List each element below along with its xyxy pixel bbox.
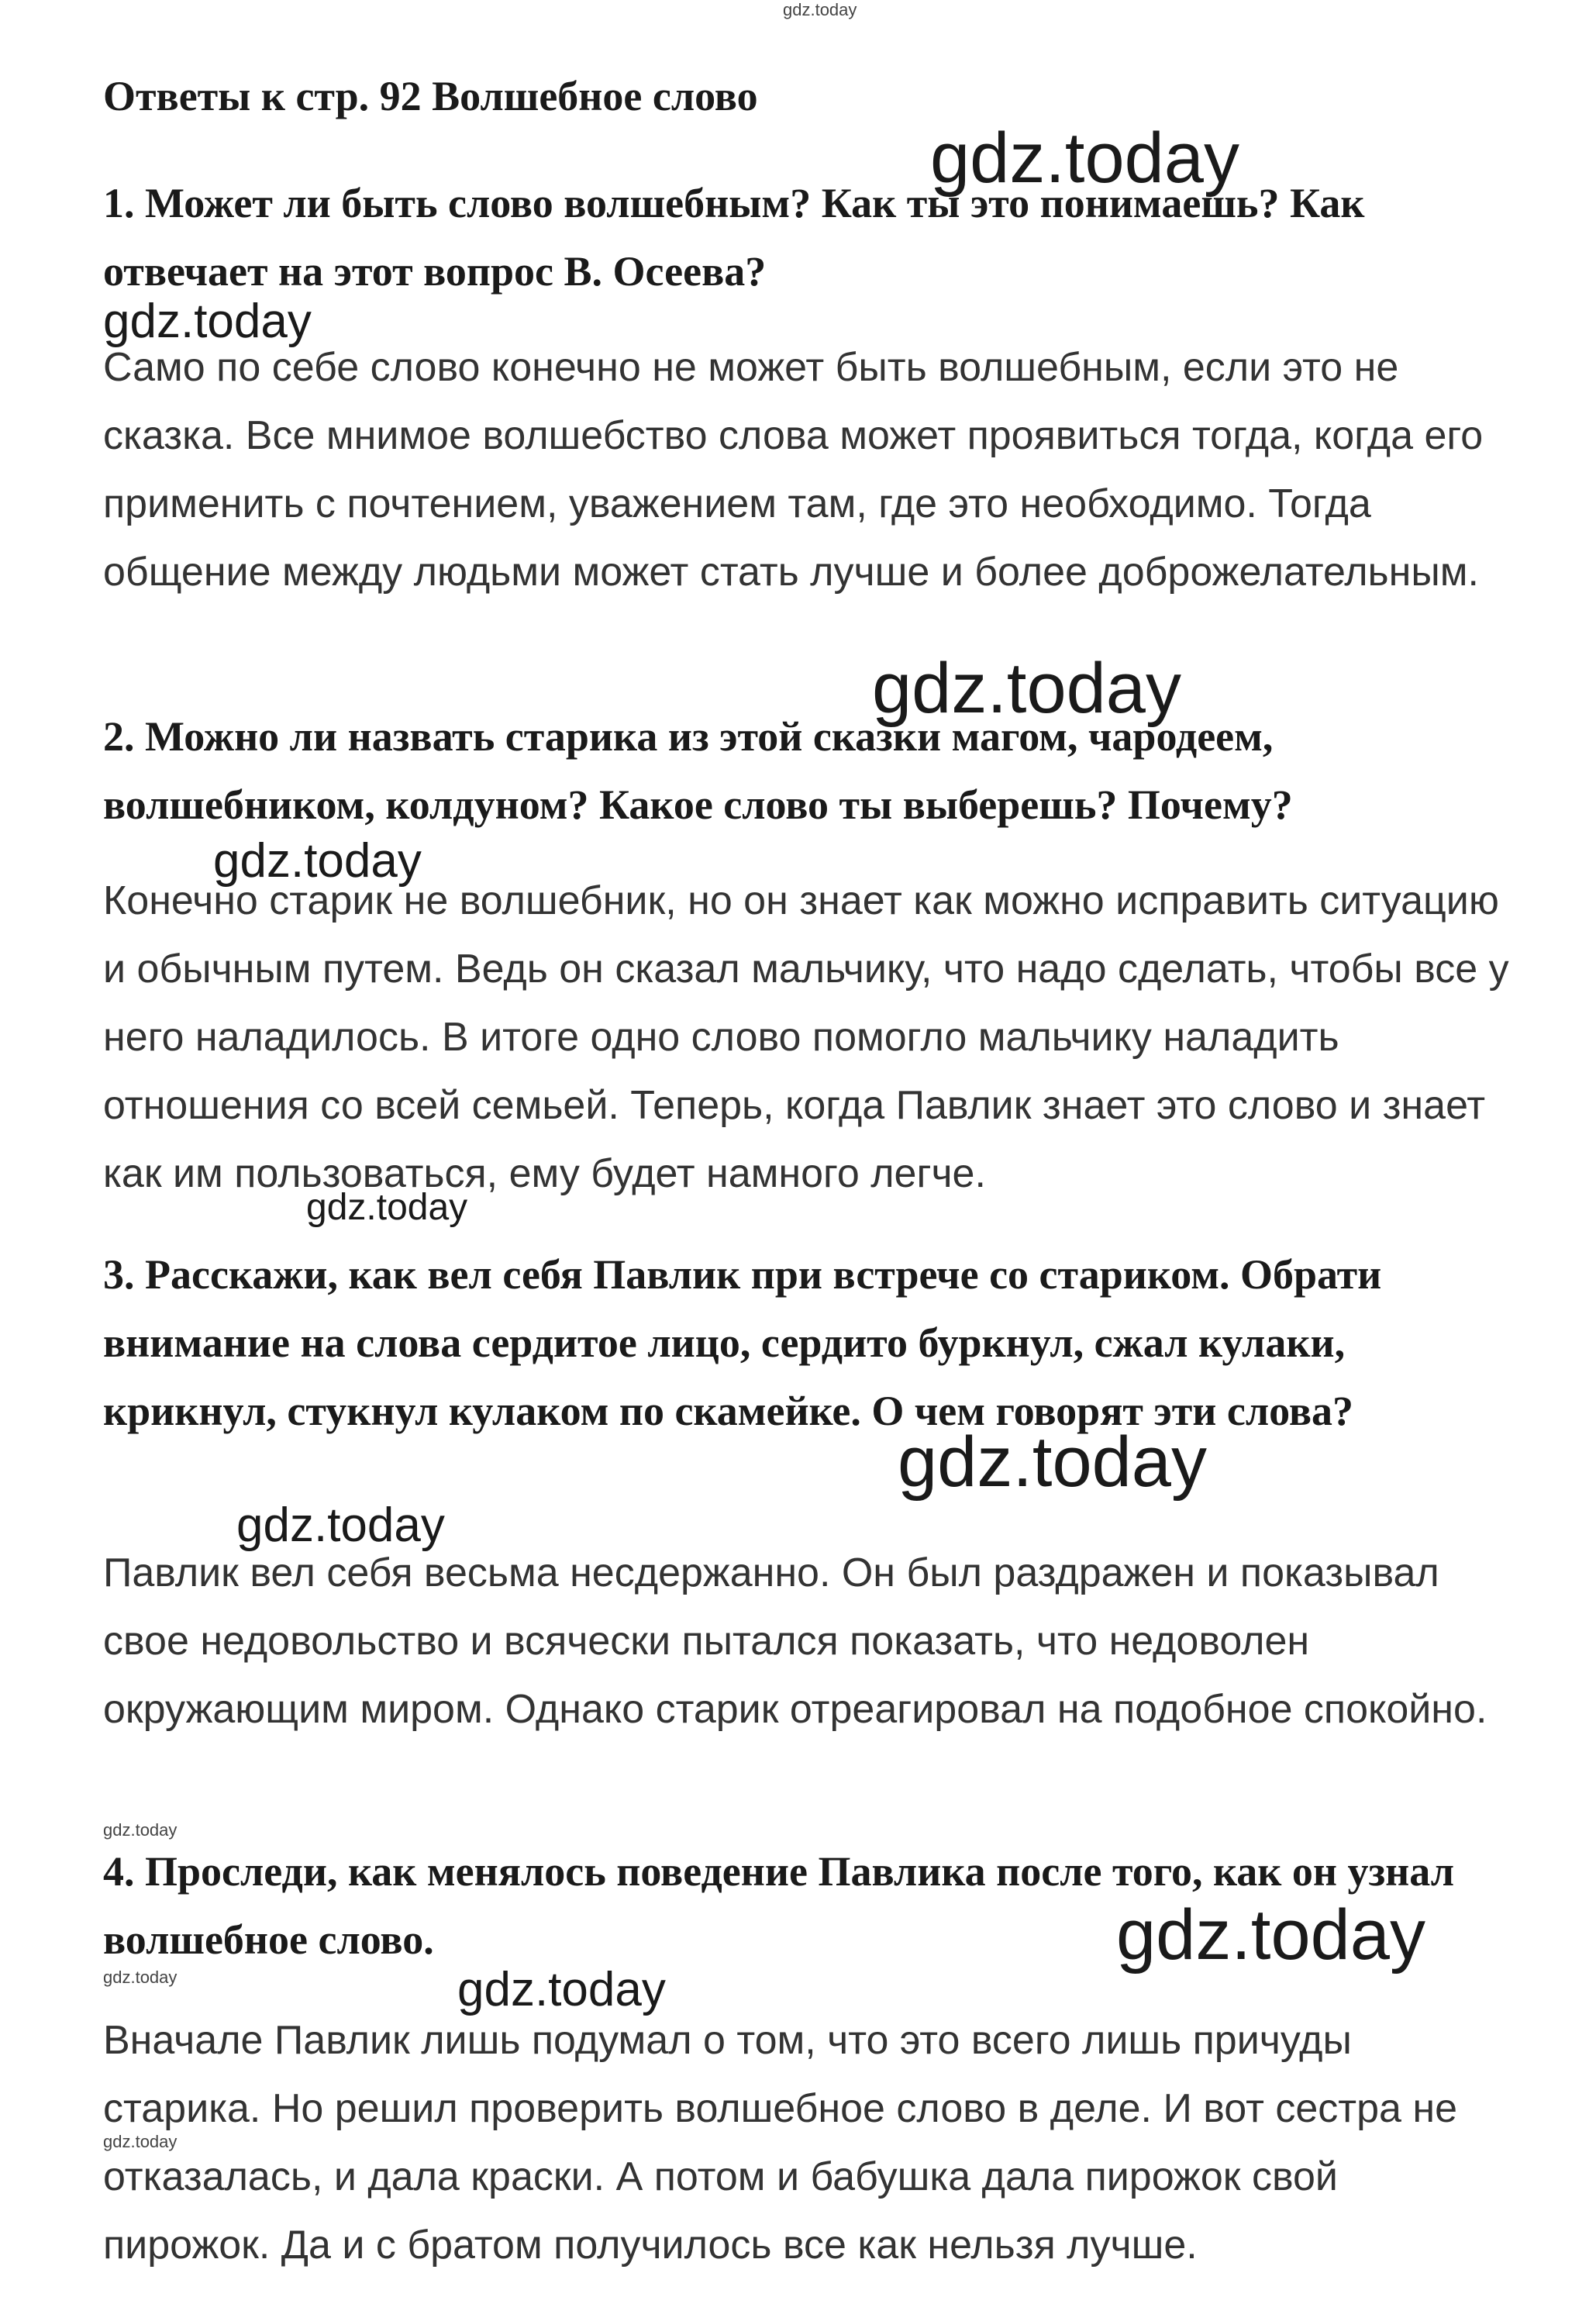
watermark: gdz.today — [213, 834, 422, 888]
watermark: gdz.today — [1116, 1895, 1425, 1975]
question-2: 2. Можно ли назвать старика из этой сказки магом, чародеем, волшебником, колдуном? Какое слово ты выберешь? Почему? — [103, 713, 1293, 828]
watermark: gdz.today — [103, 2132, 178, 2151]
question-1: 1. Может ли быть слово волшебным? Как ты это понимаешь? Как отвечает на этот вопрос В. Осеева? — [103, 180, 1365, 295]
watermark: gdz.today — [898, 1423, 1207, 1502]
watermark: gdz.today — [930, 119, 1239, 198]
watermark: gdz.today — [783, 0, 857, 19]
answer-4: Вначале Павлик лишь подумал о том, что это всего лишь причуды старика. Но решил проверить волшебное слово в деле. И вот сестра не отказалась, и дала краски. А потом и бабушка дала пирожок свой пирожок. Да и с братом получилось все как нельзя лучше. — [103, 2018, 1458, 2268]
page-title: Ответы к стр. 92 Волшебное слово — [103, 73, 758, 119]
watermark: gdz.today — [306, 1187, 468, 1228]
watermark: gdz.today — [872, 649, 1181, 728]
question-3: 3. Расскажи, как вел себя Павлик при встрече со стариком. Обрати внимание на слова сердитое лицо, сердито буркнул, сжал кулаки, крикнул, стукнул кулаком по скамейке. О чем говорят эти слова? — [103, 1251, 1382, 1434]
watermark: gdz.today — [457, 1963, 666, 2016]
answer-2: Конечно старик не волшебник, но он знает как можно исправить ситуацию и обычным путем. Ведь он сказал мальчику, что надо сделать, чтобы все у него наладилось. В итоге одно слово помогло мальчику наладить отношения со всей семьей. Теперь, когда Павлик знает это слово и знает как им пользоваться, ему будет намного легче. — [103, 878, 1509, 1196]
watermark: gdz.today — [103, 295, 312, 348]
watermark: gdz.today — [236, 1499, 445, 1552]
watermark: gdz.today — [103, 1968, 178, 1987]
watermark: gdz.today — [103, 1820, 178, 1840]
answer-1: Само по себе слово конечно не может быть волшебным, если это не сказка. Все мнимое волшебство слова может проявиться тогда, когда его применить с почтением, уважением там, где это необходимо. Тогда общение между людьми может стать лучше и более доброжелательным. — [103, 345, 1484, 595]
question-4: 4. Проследи, как менялось поведение Павлика после того, как он узнал волшебное слово. — [103, 1848, 1455, 1963]
answer-3: Павлик вел себя весьма несдержанно. Он был раздражен и показывал свое недовольство и всячески пытался показать, что недоволен окружающим миром. Однако старик отреагировал на подобное спокойно. — [103, 1550, 1487, 1732]
